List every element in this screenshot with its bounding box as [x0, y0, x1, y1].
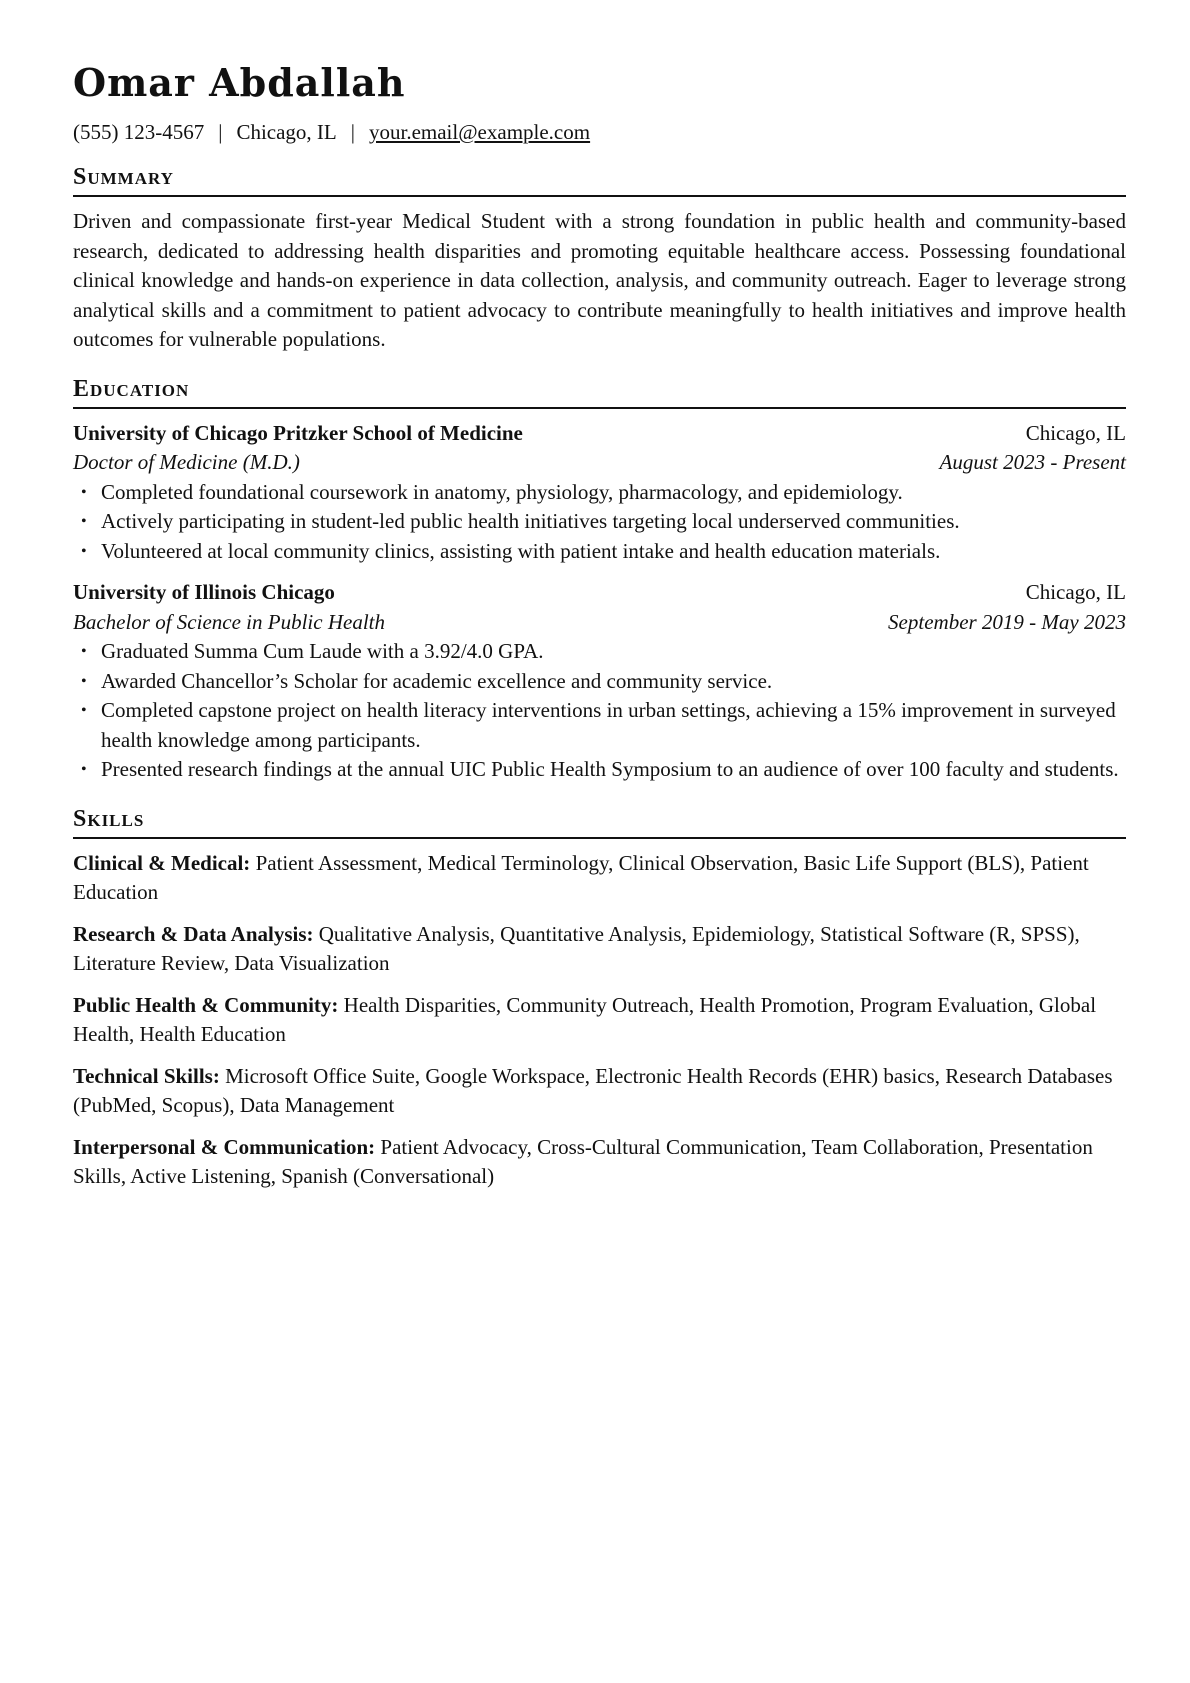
contact-line [73, 122, 1126, 143]
bullet-text: Graduated Summa Cum Laude with a 3.92/4.0 GPA. [101, 639, 544, 663]
skill-item [73, 1062, 1126, 1121]
school-name: University of Chicago Pritzker School of Medicine [73, 420, 523, 445]
skill-label: Interpersonal & Communication: [73, 1134, 376, 1159]
bullet-icon: • [81, 542, 87, 560]
bullet-icon: • [81, 761, 87, 778]
education-degree-row [73, 448, 1126, 478]
skill-item [73, 849, 1126, 908]
skill-item [73, 1133, 1126, 1192]
school-name: University of Illinois Chicago [73, 580, 335, 604]
resume-page [73, 58, 1126, 1192]
skill-label: Research & Data Analysis: [73, 921, 314, 946]
skill-label: Clinical & Medical: [73, 850, 251, 875]
bullet-text: Volunteered at local community clinics, assisting with patient intake and health education materials. [101, 538, 941, 563]
summary-text: Driven and compassionate first-year Medical Student with a strong foundation in public health and community-based research, dedicated to addressing health disparities and promoting equitable healthcare access. Possessing foundational clinical knowledge and hands-on experience in data collection, analysis, and community outreach. Eager to leverage strong analytical skills and a commitment to patient advocacy to contribute meaningfully to health initiatives and improve health outcomes for vulnerable populations. [73, 209, 1126, 351]
bullet-icon: • [81, 483, 87, 501]
skill-value: Health Disparities, Community Outreach, Health Promotion, Program Evaluation, Global Health, Health Education [73, 992, 1097, 1046]
bullet-item [73, 507, 1126, 537]
bullet-text: Completed foundational coursework in anatomy, physiology, pharmacology, and epidemiology. [101, 479, 903, 504]
bullet-list [73, 637, 1126, 785]
dates: September 2019 - May 2023 [888, 609, 1126, 634]
bullet-item [73, 537, 1126, 567]
section-title-education: Education [73, 377, 1126, 409]
bullet-item [73, 667, 1126, 697]
school-location: Chicago, IL [1025, 580, 1126, 604]
bullet-text: Actively participating in student-led public health initiatives targeting local underserved communities. [101, 509, 960, 533]
contact-separator: | [218, 120, 223, 144]
education-entry [73, 419, 1126, 567]
skill-value: Microsoft Office Suite, Google Workspace, Electronic Health Records (EHR) basics, Research Databases (PubMed, Scopus), Data Management [73, 1063, 1113, 1117]
bullet-item [73, 637, 1126, 667]
skill-value: Patient Advocacy, Cross-Cultural Communication, Team Collaboration, Presentation Skills, Active Listening, Spanish (Conversational) [73, 1134, 1093, 1188]
bullet-item [73, 478, 1126, 508]
bullet-list [73, 478, 1126, 567]
skill-label: Technical Skills: [73, 1063, 220, 1088]
bullet-text: Awarded Chancellor’s Scholar for academic excellence and community service. [101, 668, 773, 693]
bullet-item [73, 696, 1126, 755]
bullet-icon: • [81, 513, 87, 530]
bullet-icon: • [81, 672, 87, 690]
summary-section [73, 165, 1126, 355]
contact-separator: | [350, 120, 355, 144]
degree: Doctor of Medicine (M.D.) [73, 450, 300, 474]
education-entry [73, 578, 1126, 785]
education-degree-row [73, 608, 1126, 638]
phone-number: (555) 123-4567 [73, 120, 205, 144]
degree: Bachelor of Science in Public Health [73, 609, 385, 634]
skill-item [73, 991, 1126, 1050]
section-title-skills: Skills [73, 807, 1126, 839]
bullet-icon: • [81, 702, 87, 719]
skill-value: Qualitative Analysis, Quantitative Analysis, Epidemiology, Statistical Software (R, SPSS), Literature Review, Data Visualization [73, 921, 1080, 975]
dates: August 2023 - Present [939, 450, 1126, 474]
skill-value: Patient Assessment, Medical Terminology, Clinical Observation, Basic Life Support (BLS), Patient Education [73, 850, 1089, 904]
skill-item [73, 920, 1126, 979]
email-link[interactable]: your.email@example.com [368, 120, 591, 144]
section-title-summary: Summary [73, 165, 1126, 197]
skill-label: Public Health & Community: [73, 992, 339, 1017]
bullet-item [73, 755, 1126, 785]
bullet-icon: • [81, 643, 87, 660]
education-header-row [73, 578, 1126, 608]
location: Chicago, IL [236, 120, 337, 144]
candidate-name: Omar Abdallah [73, 60, 406, 105]
bullet-text: Presented research findings at the annual UIC Public Health Symposium to an audience of over 100 faculty and students. [101, 757, 1119, 781]
bullet-text: Completed capstone project on health literacy interventions in urban settings, achieving a 15% improvement in surveyed health knowledge among participants. [101, 698, 1116, 752]
skills-section [73, 807, 1126, 1192]
education-section [73, 377, 1126, 785]
education-header-row [73, 419, 1126, 449]
school-location: Chicago, IL [1025, 420, 1126, 445]
